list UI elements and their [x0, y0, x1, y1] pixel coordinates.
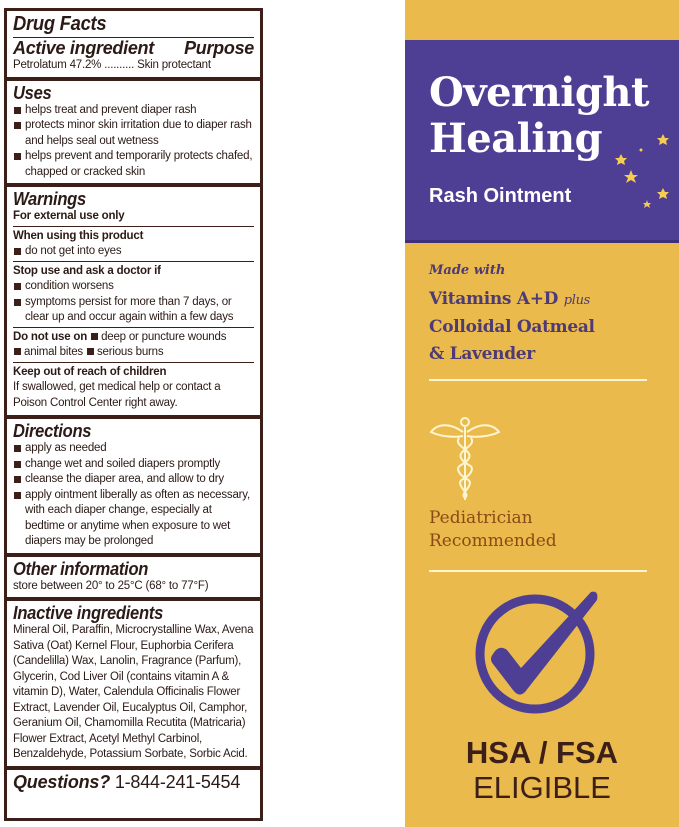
list-item: symptoms persist for more than 7 days, or clear up and occur again within a few days — [13, 295, 254, 326]
bullet-square-icon — [14, 248, 21, 255]
ingredients-highlight: Vitamins A+D plus Colloidal Oatmeal & Lavender — [429, 289, 595, 364]
bullet-square-icon — [91, 333, 98, 340]
bullet-square-icon — [14, 283, 21, 290]
bullet-square-icon — [14, 299, 21, 306]
bullet-square-icon — [14, 153, 21, 160]
moon-stars-icon — [605, 128, 675, 212]
inactive-ingredients-text: Mineral Oil, Paraffin, Microcrystalline Wax, Avena Sativa (Oat) Kernel Flour, Euphorbia Cerifera (Candelilla) Wax, Lanolin, Fragrance (Parfum), Glycerin, Cod Liver Oil (contains vitamin A & vitamin D), Water, Calendula Officinalis Flower Extract, Lavender Oil, Eucalyptus Oil, Camphor, Geranium Oil, Chamomilla Recutita (Matricaria) Flower Extract, Acetyl Methyl Carbinol, Benzaldehyde, Potassium Sorbate, Sorbic Acid. — [13, 624, 254, 760]
questions-phone[interactable]: 1-844-241-5454 — [114, 771, 241, 792]
active-ingredient-line: Petrolatum 47.2% .......... Skin protectant — [13, 59, 211, 71]
list-item: helps treat and prevent diaper rash — [13, 103, 254, 119]
check-circle-icon — [473, 582, 613, 722]
bullet-square-icon — [14, 122, 21, 129]
keep-out-heading: Keep out of reach of children — [13, 365, 167, 378]
list-item: condition worsens — [13, 279, 254, 295]
product-subtitle: Rash Ointment — [429, 185, 572, 207]
pediatrician-recommended: Pediatrician Recommended — [429, 508, 557, 551]
keep-out-text: If swallowed, get medical help or contact a Poison Control Center right away. — [13, 381, 221, 409]
do-not-use-block: Do not use on deep or puncture wounds animal bites serious burns — [13, 330, 254, 363]
stop-use-block — [13, 264, 254, 328]
title-band — [405, 40, 679, 243]
other-information-text: store between 20° to 25°C (68° to 77°F) — [13, 579, 209, 592]
drug-facts-header — [7, 11, 260, 81]
bullet-square-icon — [14, 107, 21, 114]
made-with-label: Made with — [429, 263, 506, 278]
uses-section — [7, 81, 260, 188]
inactive-ingredients-heading: Inactive ingredients — [13, 603, 164, 623]
do-not-use-heading: Do not use on — [13, 330, 88, 343]
divider — [429, 379, 647, 381]
bullet-square-icon — [87, 348, 94, 355]
active-ingredient-header: Active ingredient — [13, 38, 154, 58]
list-item: helps prevent and temporarily protects chafed, chapped or cracked skin — [13, 149, 254, 180]
bullet-square-icon — [14, 348, 21, 355]
product-title: Overnight Healing — [429, 69, 649, 162]
list-item: cleanse the diaper area, and allow to dry — [13, 472, 254, 488]
questions-label: Questions? — [13, 771, 111, 792]
list-item: protects minor skin irritation due to diaper rash and helps seal out wetness — [13, 118, 254, 149]
questions-section — [7, 770, 260, 795]
inactive-ingredients-section — [7, 601, 260, 770]
bullet-square-icon — [14, 445, 21, 452]
external-use-text: For external use only — [13, 210, 125, 222]
package-front-panel — [405, 0, 679, 827]
list-item: do not get into eyes — [13, 244, 254, 260]
external-use-block — [13, 209, 254, 227]
uses-heading: Uses — [13, 82, 52, 103]
list-item: apply ointment liberally as often as necessary, with each diaper change, especially at bedtime or anytime when exposure to wet diapers may be prolonged — [13, 488, 254, 550]
caduceus-icon — [429, 412, 529, 502]
directions-section — [7, 419, 260, 557]
stop-use-heading: Stop use and ask a doctor if — [13, 264, 161, 277]
bullet-square-icon — [14, 461, 21, 468]
keep-out-block — [13, 365, 254, 413]
warnings-heading: Warnings — [13, 189, 86, 209]
directions-heading: Directions — [13, 421, 92, 441]
list-item: change wet and soiled diapers promptly — [13, 457, 254, 473]
other-information-heading: Other information — [13, 558, 149, 579]
drug-facts-panel — [4, 8, 263, 821]
divider — [429, 570, 647, 572]
other-information-section — [7, 557, 260, 602]
bullet-square-icon — [14, 492, 21, 499]
active-ingredient-header-row — [13, 37, 254, 58]
bullet-square-icon — [14, 476, 21, 483]
list-item: apply as needed — [13, 441, 254, 457]
drug-facts-title: Drug Facts — [13, 13, 107, 35]
eligible-label: ELIGIBLE — [473, 770, 611, 805]
purpose-header: Purpose — [184, 38, 254, 58]
when-using-heading: When using this product — [13, 229, 144, 242]
warnings-section — [7, 187, 260, 419]
when-using-block — [13, 229, 254, 262]
hsa-fsa-label: HSA / FSA — [465, 735, 619, 770]
